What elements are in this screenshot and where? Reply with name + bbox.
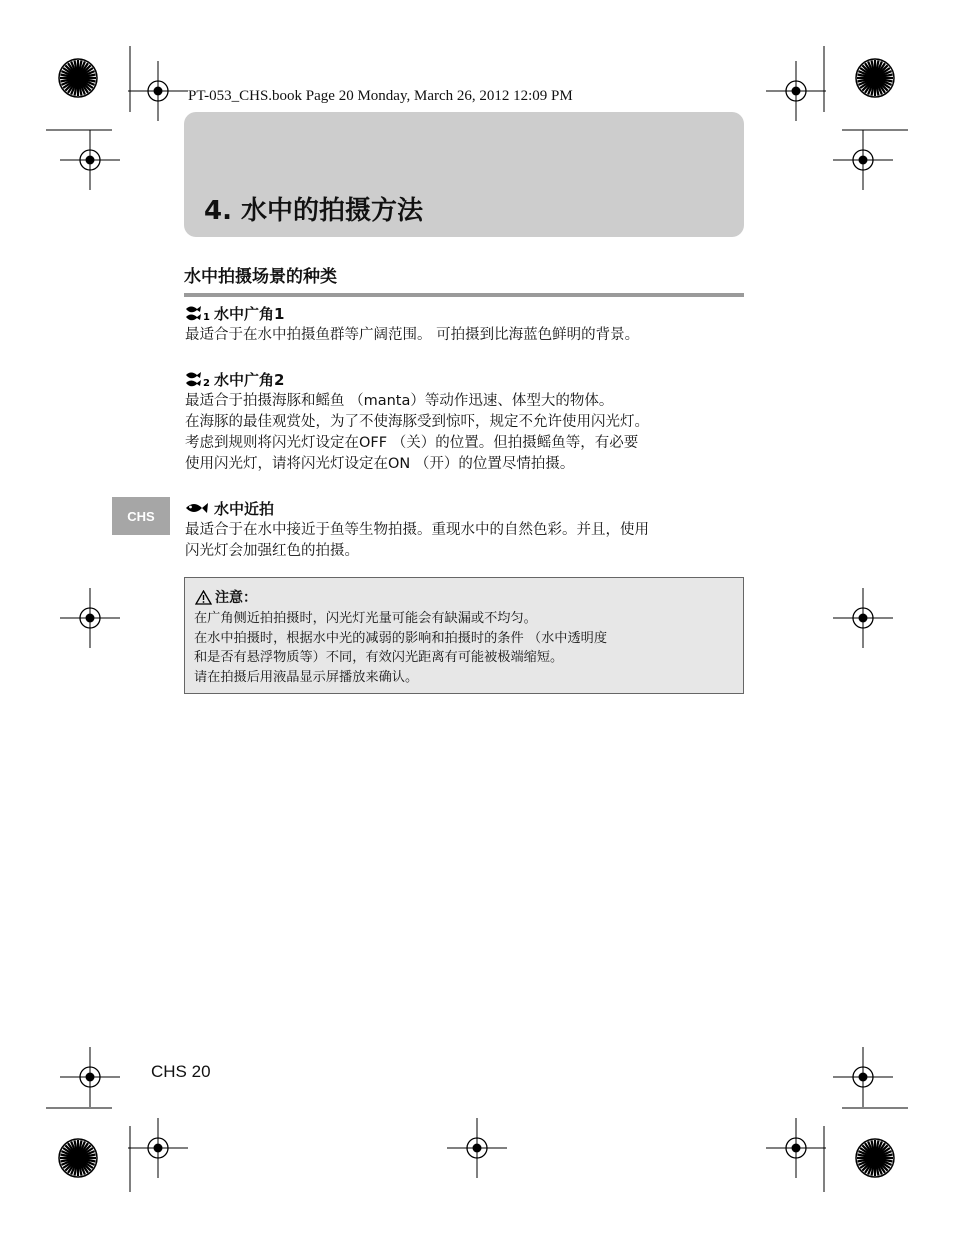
caution-line: 在广角侧近拍拍摄时，闪光灯光量可能会有缺漏或不均匀。 (194, 611, 537, 626)
description-line: 考虑到规则将闪光灯设定在OFF （关）的位置。但拍摄鳐鱼等，有必要 (185, 435, 639, 451)
mode-title-text: 水中广角2 (214, 370, 285, 389)
description-line: 最适合于在水中拍摄鱼群等广阔范围。 可拍摄到比海蓝色鲜明的背景。 (185, 327, 640, 343)
description-line: 使用闪光灯，请将闪光灯设定在ON （开）的位置尽情拍摄。 (185, 456, 575, 472)
caution-line: 和是否有悬浮物质等）不同，有效闪光距离有可能被极端缩短。 (194, 650, 564, 665)
mode-underwater-wide2 (185, 368, 745, 475)
mode-underwater-macro (185, 497, 745, 562)
mode-title-text: 水中广角1 (214, 304, 285, 323)
underwater-macro-icon (185, 499, 211, 517)
mode-description (185, 391, 745, 475)
underwater-wide1-icon (185, 304, 211, 322)
print-header-line: PT-053_CHS.book Page 20 Monday, March 26, 2012 12:09 PM (188, 88, 573, 104)
svg-text:1: 1 (203, 312, 210, 322)
warning-triangle-icon (195, 590, 212, 605)
description-line: 最适合于在水中接近于鱼等生物拍摄。重现水中的自然色彩。并且，使用 (185, 522, 649, 538)
svg-text:2: 2 (203, 378, 210, 388)
caution-line: 在水中拍摄时，根据水中光的减弱的影响和拍摄时的条件 （水中透明度 (194, 630, 608, 646)
mode-description (185, 325, 745, 346)
page-number: CHS 20 (151, 1062, 211, 1081)
caution-title: 注意： (215, 590, 257, 606)
chapter-title: 4. 水中的拍摄方法 (204, 196, 424, 226)
caution-line: 请在拍摄后用液晶显示屏播放来确认。 (194, 669, 419, 685)
section-heading: 水中拍摄场景的种类 (184, 262, 744, 297)
mode-underwater-wide1 (185, 302, 745, 346)
mode-title-text: 水中近拍 (214, 499, 275, 518)
chapter-title-box (184, 112, 744, 237)
language-tab: CHS (112, 497, 170, 535)
mode-description (185, 520, 745, 562)
caution-box (184, 577, 744, 694)
description-line: 在海豚的最佳观赏处，为了不使海豚受到惊吓，规定不允许使用闪光灯。 (185, 414, 649, 430)
description-line: 闪光灯会加强红色的拍摄。 (185, 543, 359, 559)
underwater-wide2-icon (185, 370, 211, 388)
description-line: 最适合于拍摄海豚和鳐鱼 （manta）等动作迅速、体型大的物体。 (185, 393, 614, 409)
